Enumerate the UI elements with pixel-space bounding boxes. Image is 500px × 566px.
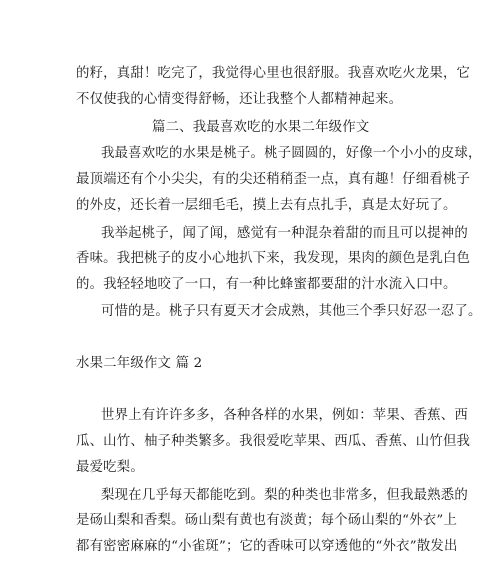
section-title: 篇二、我最喜欢吃的水果二年级作文 <box>152 120 370 135</box>
text-line: 我最喜欢吃的水果是桃子。桃子圆圆的，好像一个小小的皮球， <box>101 146 482 161</box>
text-line: 我举起桃子，闻了闻，感觉有一种混杂着甜的而且可以提神的 <box>101 226 468 241</box>
text-line: 的籽，真甜！吃完了，我觉得心里也很舒服。我喜欢吃火龙果，它 <box>76 66 471 81</box>
text-line: 是砀山梨和香梨。砀山梨有黄也有淡黄；每个砀山梨的“外衣”上 <box>76 513 458 528</box>
text-line: 最爱吃梨。 <box>76 460 144 475</box>
text-line: 的。我轻轻地咬了一口，有一种比蜂蜜都要甜的汁水流入口中。 <box>76 277 457 292</box>
section-title: 水果二年级作文 篇 2 <box>76 356 203 371</box>
text-line: 梨现在几乎每天都能吃到。梨的种类也非常多，但我最熟悉的 <box>101 488 468 503</box>
text-line: 的外皮，还长着一层细毛毛，摸上去有点扎手，真是太好玩了。 <box>76 198 457 213</box>
text-line: 可惜的是。桃子只有夏天才会成熟，其他三个季只好忍一忍了。 <box>101 304 482 319</box>
text-line: 世界上有许许多多，各种各样的水果，例如：苹果、香蕉、西 <box>101 408 468 423</box>
text-line: 都有密密麻麻的“小雀斑”；它的香味可以穿透他的“外衣”散发出 <box>76 539 458 554</box>
text-line: 香味。我把桃子的皮小心地扒下来，我发现，果肉的颜色是乳白色 <box>76 251 471 266</box>
text-line: 最顶端还有个小尖尖，有的尖还稍稍歪一点，真有趣！仔细看桃子 <box>76 172 471 187</box>
text-line: 不仅使我的心情变得舒畅，还让我整个人都精神起来。 <box>76 92 403 107</box>
text-line: 瓜、山竹、柚子种类繁多。我很爱吃苹果、西瓜、香蕉、山竹但我 <box>76 434 471 449</box>
